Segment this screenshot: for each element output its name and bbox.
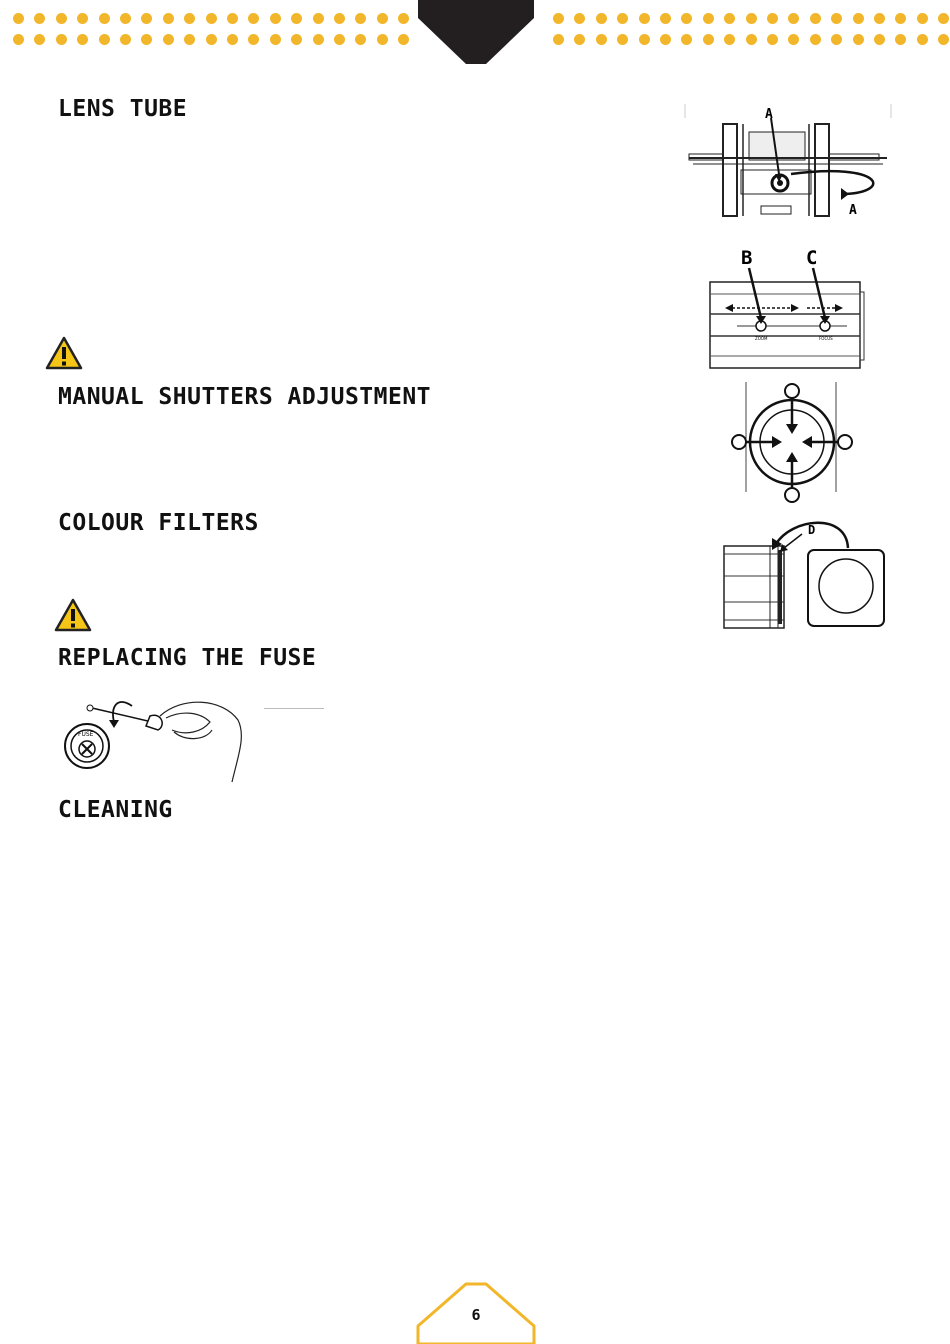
- border-dot: [355, 13, 366, 24]
- border-dot: [874, 13, 885, 24]
- border-dot: [13, 13, 24, 24]
- border-dot: [248, 34, 259, 45]
- border-dot: [184, 34, 195, 45]
- heading-manual-shutters-adjustment: MANUAL SHUTTERS ADJUSTMENT: [58, 384, 432, 410]
- heading-colour-filters: COLOUR FILTERS: [58, 510, 259, 536]
- border-dot: [724, 34, 735, 45]
- border-dot: [553, 34, 564, 45]
- border-dot: [703, 13, 714, 24]
- border-dot: [660, 13, 671, 24]
- border-dot: [141, 34, 152, 45]
- border-dot: [34, 34, 45, 45]
- border-dot: [810, 13, 821, 24]
- border-dot: [227, 13, 238, 24]
- border-dot: [596, 34, 607, 45]
- lens-tube-label-a-side: A: [849, 203, 857, 218]
- border-dot: [99, 13, 110, 24]
- border-dot: [355, 34, 366, 45]
- border-dot: [746, 13, 757, 24]
- border-dot: [767, 13, 778, 24]
- border-dot: [120, 34, 131, 45]
- border-dot: [13, 34, 24, 45]
- warning-icon: [54, 598, 92, 632]
- shutters-figure: [728, 380, 858, 510]
- border-dot: [767, 34, 778, 45]
- border-dot: [248, 13, 259, 24]
- border-dot: [291, 13, 302, 24]
- border-dot: [831, 34, 842, 45]
- fuse-cap-text: FUSE: [78, 731, 94, 738]
- warning-icon: [45, 336, 83, 370]
- zoom-focus-label-c: C: [806, 247, 818, 269]
- border-dot: [141, 13, 152, 24]
- border-dot: [553, 13, 564, 24]
- focus-caption: FOCUS: [819, 336, 833, 341]
- border-dot: [56, 13, 67, 24]
- border-dot: [313, 13, 324, 24]
- filter-label-d: D: [808, 523, 816, 537]
- border-dot: [853, 13, 864, 24]
- colour-filter-figure: [722, 520, 892, 630]
- border-dot: [574, 13, 585, 24]
- border-dot: [77, 13, 88, 24]
- border-dot: [639, 13, 650, 24]
- zoom-focus-label-b: B: [741, 247, 753, 269]
- border-dot: [270, 34, 281, 45]
- border-dot: [938, 13, 949, 24]
- heading-replacing-the-fuse: REPLACING THE FUSE: [58, 645, 317, 671]
- border-dot: [99, 34, 110, 45]
- border-dot: [788, 13, 799, 24]
- border-dot: [163, 13, 174, 24]
- border-dot: [746, 34, 757, 45]
- top-dots-left-row-1: [0, 13, 410, 25]
- lens-tube-label-a-top: A: [765, 107, 773, 122]
- border-dot: [377, 13, 388, 24]
- border-dot: [617, 13, 628, 24]
- border-dot: [398, 13, 409, 24]
- border-dot: [853, 34, 864, 45]
- border-dot: [313, 34, 324, 45]
- border-dot: [681, 13, 692, 24]
- top-tab-shape: [418, 0, 534, 66]
- heading-lens-tube: LENS TUBE: [58, 96, 188, 122]
- border-dot: [163, 34, 174, 45]
- border-dot: [703, 34, 714, 45]
- border-dot: [206, 13, 217, 24]
- border-dot: [596, 13, 607, 24]
- border-dot: [895, 34, 906, 45]
- zoom-focus-figure: [707, 244, 867, 374]
- top-dots-left-row-2: [0, 34, 410, 46]
- border-dot: [377, 34, 388, 45]
- border-dot: [34, 13, 45, 24]
- border-dot: [895, 13, 906, 24]
- top-dots-right-row-2: [540, 34, 950, 46]
- border-dot: [77, 34, 88, 45]
- border-dot: [206, 34, 217, 45]
- border-dot: [184, 13, 195, 24]
- fuse-divider-line: [264, 708, 324, 709]
- border-dot: [574, 34, 585, 45]
- border-dot: [724, 13, 735, 24]
- border-dot: [398, 34, 409, 45]
- border-dot: [917, 13, 928, 24]
- border-dot: [788, 34, 799, 45]
- border-dot: [831, 13, 842, 24]
- border-dot: [917, 34, 928, 45]
- top-dots-right-row-1: [540, 13, 950, 25]
- border-dot: [681, 34, 692, 45]
- border-dot: [227, 34, 238, 45]
- lens-tube-figure: [683, 102, 893, 218]
- border-dot: [334, 13, 345, 24]
- border-dot: [617, 34, 628, 45]
- zoom-caption: ZOOM: [755, 336, 768, 341]
- page-number: 6: [471, 1306, 481, 1324]
- border-dot: [874, 34, 885, 45]
- border-dot: [56, 34, 67, 45]
- border-dot: [270, 13, 281, 24]
- border-dot: [639, 34, 650, 45]
- border-dot: [334, 34, 345, 45]
- fuse-figure: [62, 696, 252, 784]
- border-dot: [291, 34, 302, 45]
- border-dot: [810, 34, 821, 45]
- heading-cleaning: CLEANING: [58, 797, 173, 823]
- border-dot: [938, 34, 949, 45]
- border-dot: [120, 13, 131, 24]
- border-dot: [660, 34, 671, 45]
